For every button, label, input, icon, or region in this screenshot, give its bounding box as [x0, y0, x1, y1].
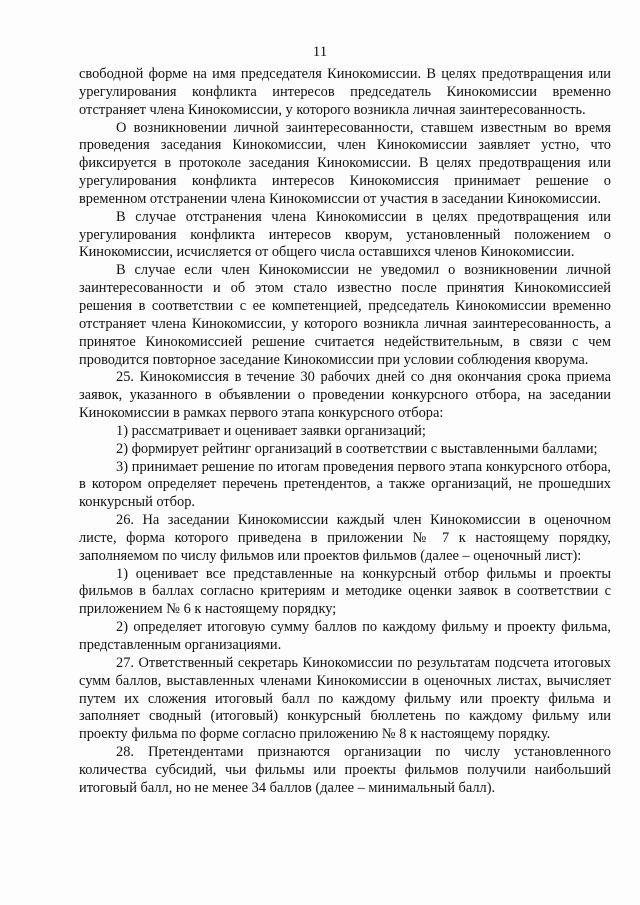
page-number: 11 — [312, 44, 328, 60]
clause-25-item-2: 2) формирует рейтинг организаций в соответствии с выставленными баллами; — [116, 440, 598, 457]
paragraph-quorum-calculation: В случае отстранения члена Кинокомиссии в целях предотвращения или урегулирования конфликта интересов кворум, установленный положением о Кинокомиссии, исчисляется от общего числа оставшихся членов Кинокомиссии. — [79, 208, 611, 261]
paragraph-interest-during-meeting: О возникновении личной заинтересованности, ставшем известным во время проведения заседания Кинокомиссии, член Кинокомиссии заявляет устно, что фиксируется в протоколе заседания Кинокомиссии. В целях предотвращения или урегулирования конфликта интересов Кинокомиссия принимает решение о временном отстранении члена Кинокомиссии от участия в заседании Кинокомиссии. — [79, 119, 611, 207]
clause-25: 25. Кинокомиссия в течение 30 рабочих дней со дня окончания срока приема заявок, указанного в объявлении о проведении конкурсного отбора, на заседании Кинокомиссии в рамках первого этапа конкурсного отбора: — [79, 369, 611, 422]
paragraph-conflict-notice-end: свободной форме на имя председателя Кинокомиссии. В целях предотвращения или урегулирования конфликта интересов председатель Кинокомиссии временно отстраняет члена Кинокомиссии, у которого возникла личная заинтересованность. — [79, 66, 611, 118]
clause-28: 28. Претендентами признаются организации по числу установленного количества субсидий, чьи фильмы или проекты фильмов получили наибольший итоговый балл, но не менее 34 баллов (далее – минимальный балл). — [79, 744, 611, 796]
paragraph-undisclosed-interest: В случае если член Кинокомиссии не уведомил о возникновении личной заинтересованности и об этом стало известно после принятия Кинокомиссией решения в соответствии с ее компетенцией, председатель Кинокомиссии временно отстраняет члена Кинокомиссии, у которого возникла личная заинтересованность, а принятое Кинокомиссией решение считается недействительным, в связи с чем проводится повторное заседание Кинокомиссии при условии соблюдения кворума. — [79, 262, 611, 368]
clause-27: 27. Ответственный секретарь Кинокомиссии по результатам подсчета итоговых сумм баллов, выставленных членами Кинокомиссии в оценочных листах, вычисляет путем их сложения итоговый балл по каждому фильму или проекту фильма и заполняет сводный (итоговый) конкурсный бюллетень по каждому фильму или проекту фильма по форме согласно приложению № 8 к настоящему порядку. — [79, 654, 611, 743]
clause-25-item-3: 3) принимает решение по итогам проведения первого этапа конкурсного отбора, в котором определяет перечень претендентов, а также организаций, не прошедших конкурсный отбор. — [79, 458, 611, 511]
clause-26: 26. На заседании Кинокомиссии каждый член Кинокомиссии в оценочном листе, форма которого приведена в приложении № 7 к настоящему порядку, заполняемом по числу фильмов или проектов фильмов (далее – оценочный лист): — [79, 512, 611, 564]
clause-26-item-1: 1) оценивает все представленные на конкурсный отбор фильмы и проекты фильмов в баллах согласно критериям и методике оценки заявок в соответствии с приложением № 6 к настоящему порядку; — [79, 565, 611, 618]
document-body — [79, 66, 611, 798]
clause-26-item-2: 2) определяет итоговую сумму баллов по каждому фильму и проекту фильма, представленным организациями. — [79, 619, 611, 653]
clause-25-item-1: 1) рассматривает и оценивает заявки организаций; — [116, 422, 426, 439]
